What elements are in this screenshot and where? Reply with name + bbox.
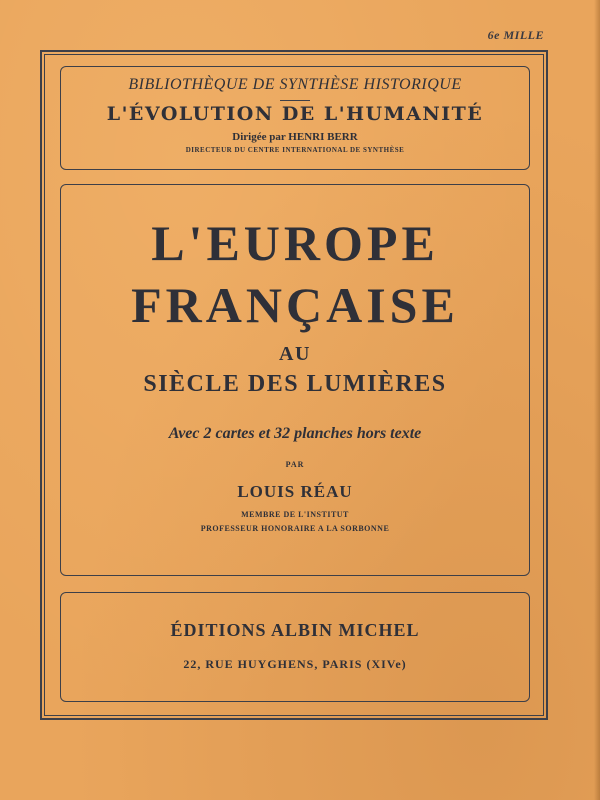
book-title-line4: SIÈCLE DES LUMIÈRES [143,371,447,397]
edition-mark: 6e MILLE [487,28,544,42]
book-title-line1: L'EUROPE [151,215,439,271]
publisher-box [60,592,530,702]
series-director-role: DIRECTEUR DU CENTRE INTERNATIONAL DE SYNTHÈSE [185,146,405,154]
series-collection: L'ÉVOLUTION DE L'HUMANITÉ [106,103,484,125]
publisher-address: 22, RUE HUYGHENS, PARIS (XIVe) [183,657,407,671]
publisher-name: ÉDITIONS ALBIN MICHEL [170,620,420,640]
by-label: PAR [285,460,305,469]
book-title-line3: AU [279,343,311,365]
author-name: LOUIS RÉAU [237,482,353,501]
series-divider [280,100,310,101]
edge-shadow [594,0,600,800]
author-role-1: MEMBRE DE L'INSTITUT [241,510,349,519]
author-role-2: PROFESSEUR HONORAIRE A LA SORBONNE [200,524,390,533]
series-director: Dirigée par HENRI BERR [232,131,358,143]
book-subtitle: Avec 2 cartes et 32 planches hors texte [168,425,422,442]
book-title-line2: FRANÇAISE [131,277,459,333]
series-library: BIBLIOTHÈQUE DE SYNTHÈSE HISTORIQUE [128,76,462,93]
